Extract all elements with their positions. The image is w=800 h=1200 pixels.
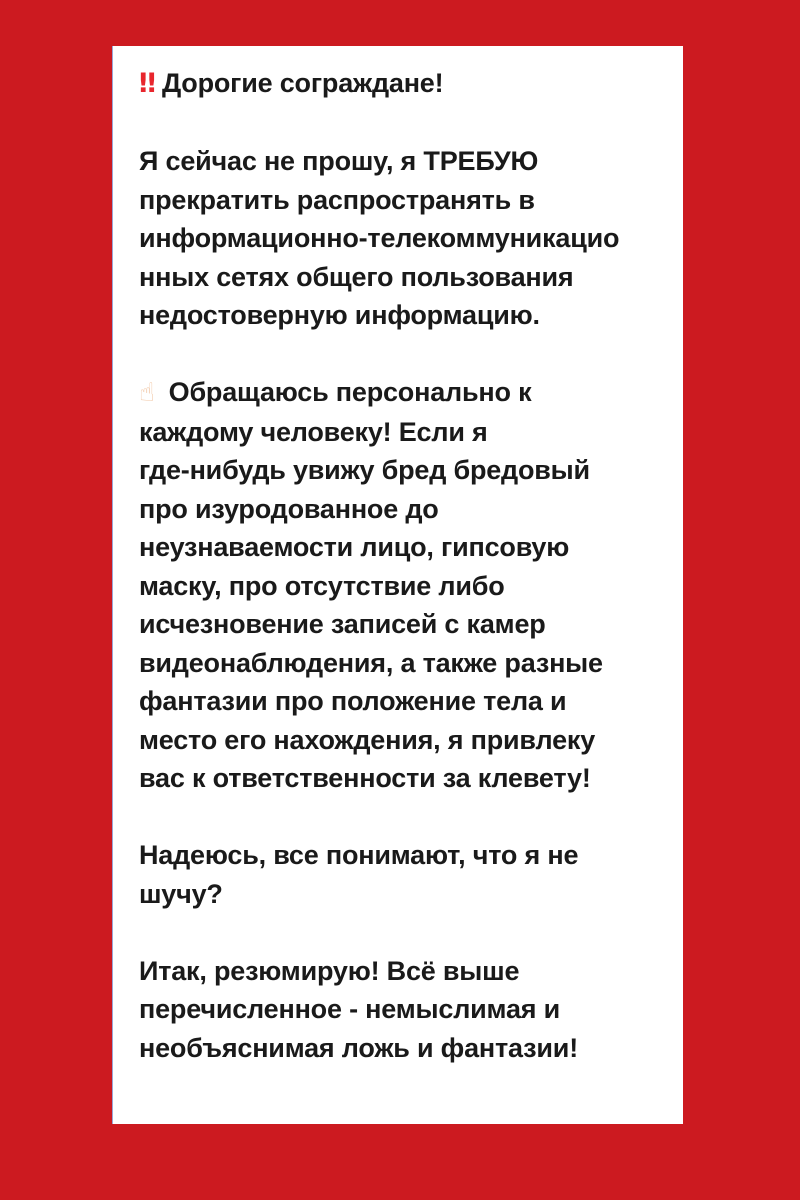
text-line: про изуродованное до: [139, 493, 439, 524]
greeting-paragraph: [139, 64, 663, 104]
text-line: информационно-телекоммуникацио: [139, 223, 620, 253]
text-line: фантазии про положение тела и: [139, 686, 567, 716]
text-line: прекратить распространять в: [139, 184, 535, 215]
text-line: недостоверную информацию.: [139, 300, 540, 330]
text-line: маску, про отсутствие либо: [139, 570, 505, 601]
text-line: Итак, резюмирую! Всё выше: [139, 955, 520, 986]
paragraph-summary: [139, 952, 663, 1068]
text-line: нных сетях общего пользования: [139, 261, 574, 292]
greeting-line: [139, 64, 663, 104]
paragraph-demand: [139, 142, 663, 335]
text-line: вас к ответственности за клевету!: [139, 763, 591, 793]
text-line: Я сейчас не прошу, я ТРЕБУЮ: [139, 146, 539, 176]
paragraph-warning: [139, 373, 663, 798]
text-line: видеонаблюдения, а также разные: [139, 647, 603, 678]
text-line-content: Обращаюсь персонально к: [168, 377, 532, 407]
text-line: неузнаваемости лицо, гипсовую: [139, 532, 570, 562]
greeting-text: Дорогие сограждане!: [161, 68, 444, 98]
message-card: [112, 46, 683, 1124]
text-line: исчезновение записей с камер: [139, 609, 546, 639]
paragraph-question: [139, 836, 663, 913]
text-line: место его нахождения, я привлеку: [139, 724, 596, 755]
text-line: где-нибудь увижу бред бредовый: [139, 455, 590, 485]
text-line: каждому человеку! Если я: [139, 416, 488, 447]
text-line: [139, 373, 663, 413]
pointing-finger-icon: ☝: [139, 378, 155, 408]
text-line: Надеюсь, все понимают, что я не: [139, 840, 579, 870]
text-line: шучу?: [139, 878, 223, 909]
double-exclamation-icon: ‼: [139, 68, 152, 99]
text-line: необъяснимая ложь и фантазии!: [139, 1032, 578, 1063]
text-line: перечисленное - немыслимая и: [139, 994, 561, 1024]
